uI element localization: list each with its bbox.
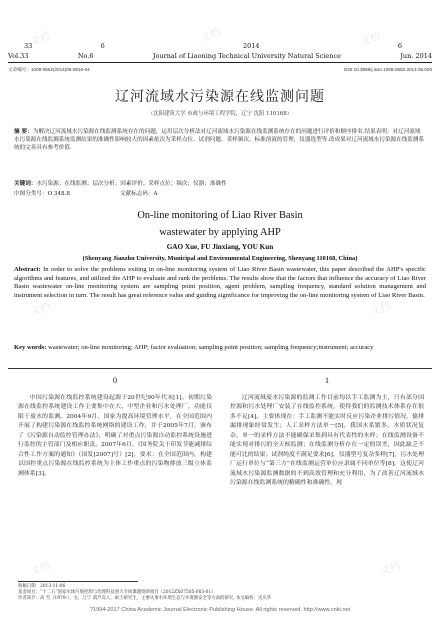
section-divider (8, 368, 432, 369)
abstract-chinese (14, 128, 426, 152)
footnote (18, 584, 426, 601)
copyright-footer: ?1994-2017 China Academic Journal Electronic Publishing House. All rights reserved. http://www.cnki.net (89, 607, 351, 613)
footnote-rule (18, 581, 138, 582)
volume-number: 33 (24, 42, 33, 50)
authors-english: GAO Xue, FU Jinxiang, YOU Kun (166, 243, 274, 251)
affiliation-english: (Shenyang Jianzhu University, Municipal and Environmental Engineering, Shenyang 110168, China) (82, 255, 358, 262)
classification (14, 190, 426, 198)
keywords-label-cn: 关键词： (14, 181, 37, 187)
issue-label: No.6 (77, 52, 94, 60)
article-number: 文章编号：1008-0562(2014)06-0816-04 (8, 67, 90, 72)
year-number: 2014 (243, 42, 260, 50)
abstract-label-en: Abstract: (14, 266, 41, 273)
abstract-text-en: In order to solve the problems exiting in on-line monitoring system of Liao River Basin wastewater, this paper described the AHP's specific algorithms and features, and utilized the AHP to evaluate and rank the problems. The results show that the factors that influence the accuracy of Liao River Basin wastewater on-line monitoring system are sampling point position, agent problem, sampling frequency, standard solution management and instrument selection in turn. The result has great reference value and guiding significance for improving the on-line monitoring system of Liao River Basin. (14, 266, 426, 299)
fund-info: 基金项目：“十二五”国家水体污染控制与治理科技重大专项课题资助项目（2012ZX07505-003-01） (18, 589, 216, 595)
watermark: 文档 (29, 30, 52, 48)
body-column-right (230, 376, 424, 489)
section-heading-0: 0 (112, 375, 118, 385)
body-column-left (18, 376, 212, 479)
watermark: 文档 (199, 26, 222, 44)
keywords-text-en: wastewater; on-line monitoring; AHP; factor evaluation; sampling point position; sampling frequency;instrument; accuracy (46, 344, 374, 351)
received-date: 收稿日期：2013-11-06 (18, 584, 66, 589)
volume-label: Vol.33 (8, 52, 29, 60)
abstract-text-cn: 为解决辽河流域水污染源在线监测系统存在的问题，运用层次分析法对辽河流域水污染源在线监测系统存在的问题进行评价和顺序排名.结果表明：对辽河流域水污染源在线监测系统监测结果的准确性影响较大的因素依次为采样点位、试剂问题、采样频次、标准溶液的管理，仪器选型等.改成果对辽河流域水污染源在线监测系统的完善具有参考价值. (14, 129, 425, 151)
article-meta (8, 67, 432, 73)
watermark: 文档 (379, 560, 402, 578)
title-english (0, 207, 440, 241)
abstract-label-cn: 摘 要： (14, 129, 33, 135)
month-year: Jun. 2014 (400, 52, 432, 60)
watermark: 文档 (369, 300, 392, 318)
keywords-english (14, 344, 426, 353)
abstract-english (14, 266, 426, 300)
watermark: 文档 (359, 30, 382, 48)
doi: DOI:10.3969/j.issn.1008-0562.2014.06.020 (344, 67, 432, 72)
keywords-label-en: Key words: (14, 344, 47, 351)
affiliation-chinese: （沈阳建筑大学 市政与环境工程学院，辽宁 沈阳 110168） (147, 111, 293, 117)
body-paragraph: 中国污染源在线监控系统建设起源于20世纪90年代末[1]。初期污染源在线监控系统建设工作主要集中在大、中型企业和污水处理厂，功能仅限于废水的监测。2004年9月，国家为提高环境管理水平，在全国范围内开展了构建污染源在线监控系统网络的建设工作，并于2005年7月，颁布了《污染源自动监控管理办法》，明确了对重点污染源自动监控系统设施进行监控的主管部门及相应职责。2007年6月，《国务院关于印发节能减排综合性工作方案的通知》（国发[2007]号）[2]，要求：在全国范围内，构建以国控重点污染源在线监控系统为主体工作重点的污染物排放三级立体监测体系[3]。 (18, 394, 212, 477)
title-english-line2: wastewater by applying AHP (159, 227, 281, 238)
header-rule (8, 62, 432, 63)
keywords-text-cn: 水污染源；在线监测；层次分析；因素评价；采样点位；频次；仪器；准确性 (36, 181, 227, 187)
journal-header (8, 40, 432, 64)
journal-name: Journal of Liaoning Technical University Natural Science (152, 52, 341, 60)
title-chinese: 辽河流域水污染源在线监测问题 (115, 89, 325, 105)
clc-number: 中图分类号：O 348.8 (14, 191, 70, 197)
title-english-line1: On-line monitoring of Liao River Basin (137, 210, 303, 221)
document-code: 文献标志码：A (119, 191, 158, 197)
watermark: 文档 (29, 560, 52, 578)
section-heading-1: 1 (324, 375, 330, 385)
watermark: 文档 (29, 300, 52, 318)
issue-number: 6 (100, 42, 105, 50)
month-number: 6 (397, 42, 402, 50)
author-bio: 作者简介：高 雪（1979-），女，辽宁 葫芦岛人，硕士研究生，主要从事水环境生态与水资源安全等方面的研究. 本文编校：史庆华 (18, 595, 272, 601)
keywords-chinese (14, 180, 426, 188)
body-paragraph: 辽河流域废水污染源的监测工作目前均以手工监测为主，只有部分国控源和污水处理厂安装了在线监控系统，使得我们的监测技术体系存在很多不足[4]。主要体现在：手工监测不能实时反应污染企业排污情况，偷排漏排现象经常发生；人工采样方法单一[5]，我国水系繁多，水质状况复杂，单一的采样方法不能确保采集到具有代表性的水样；在线监测设备不能实现对排污的全天候监测；在线监测分析存在一定的误差，因此缺乏不能可比的结果；试剂纯度不满足要求[6]，仪器型号复杂多样[7]，污水处理厂运行单位与“第三方”在线监测运营单位应隶属不同单位等[8]。这使辽河流域水污染源监测数据的不到高效管理和充分利用，为了改善辽河流域水污染源在线监测系统的精确性和准确性，现 (230, 394, 424, 486)
